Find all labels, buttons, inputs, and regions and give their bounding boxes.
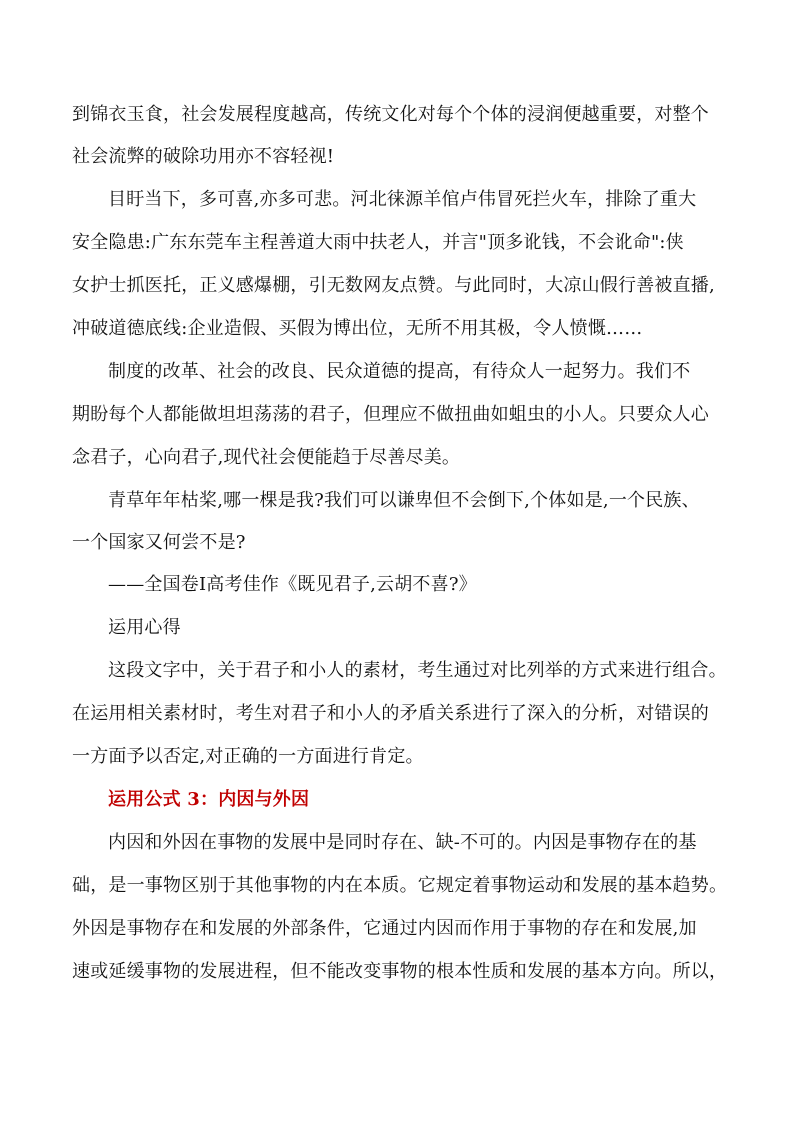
- paragraph-line: 一方面予以否定,对正确的一方面进行肯定。: [72, 746, 424, 767]
- paragraph-line: 女护士抓医托，正义感爆棚，引无数网友点赞。与此同时，大凉山假行善被直播,: [72, 275, 715, 296]
- subheading-usage-notes: 运用心得: [108, 617, 181, 638]
- paragraph-line: 到锦衣玉食，社会发展程度越高，传统文化对每个个体的浸润便越重要，对整个: [72, 104, 709, 125]
- paragraph-line: 冲破道德底线:企业造假、买假为博出位，无所不用其极，令人愤慨……: [72, 318, 643, 339]
- paragraph-line: 一个国家又何尝不是?: [72, 532, 246, 553]
- paragraph-line: 内因和外因在事物的发展中是同时存在、缺-不可的。内因是事物存在的基: [108, 832, 697, 853]
- paragraph-line: 这段文字中，关于君子和小人的素材，考生通过对比列举的方式来进行组合。: [108, 660, 727, 681]
- paragraph-line: 制度的改革、社会的改良、民众道德的提高，有待众人一起努力。我们不: [108, 361, 691, 382]
- paragraph-line: 社会流弊的破除功用亦不容轻视!: [72, 146, 335, 167]
- paragraph-line: 念君子，心向君子,现代社会便能趋于尽善尽美。: [72, 447, 461, 468]
- paragraph-line: 期盼每个人都能做坦坦荡荡的君子，但理应不做扭曲如蛆虫的小人。只要众人心: [72, 404, 709, 425]
- paragraph-line: 速或延缓事物的发展进程，但不能改变事物的根本性质和发展的基本方向。所以，: [72, 961, 728, 982]
- source-citation: ——全国卷Ⅰ高考佳作《既见君子,云胡不喜?》: [108, 574, 477, 595]
- section-heading: 运用公式 3：内因与外因: [108, 789, 310, 810]
- paragraph-line: 外因是事物存在和发展的外部条件，它通过内因而作用于事物的存在和发展,加: [72, 918, 697, 939]
- paragraph-line: 础，是一事物区别于其他事物的内在本质。它规定着事物运动和发展的基本趋势。: [72, 875, 728, 896]
- paragraph-line: 目盱当下，多可喜,亦多可悲。河北徕源羊倌卢伟冒死拦火车，排除了重大: [108, 189, 697, 210]
- paragraph-line: 安全隐患:广东东莞车主程善道大雨中扶老人，并言"顶多讹钱，不会讹命":侠: [72, 232, 684, 253]
- paragraph-line: 在运用相关素材时，考生对君子和小人的矛盾关系进行了深入的分析，对错误的: [72, 703, 709, 724]
- paragraph-line: 青草年年枯桨,哪一棵是我?我们可以谦卑但不会倒下,个体如是,一个民族、: [108, 490, 700, 511]
